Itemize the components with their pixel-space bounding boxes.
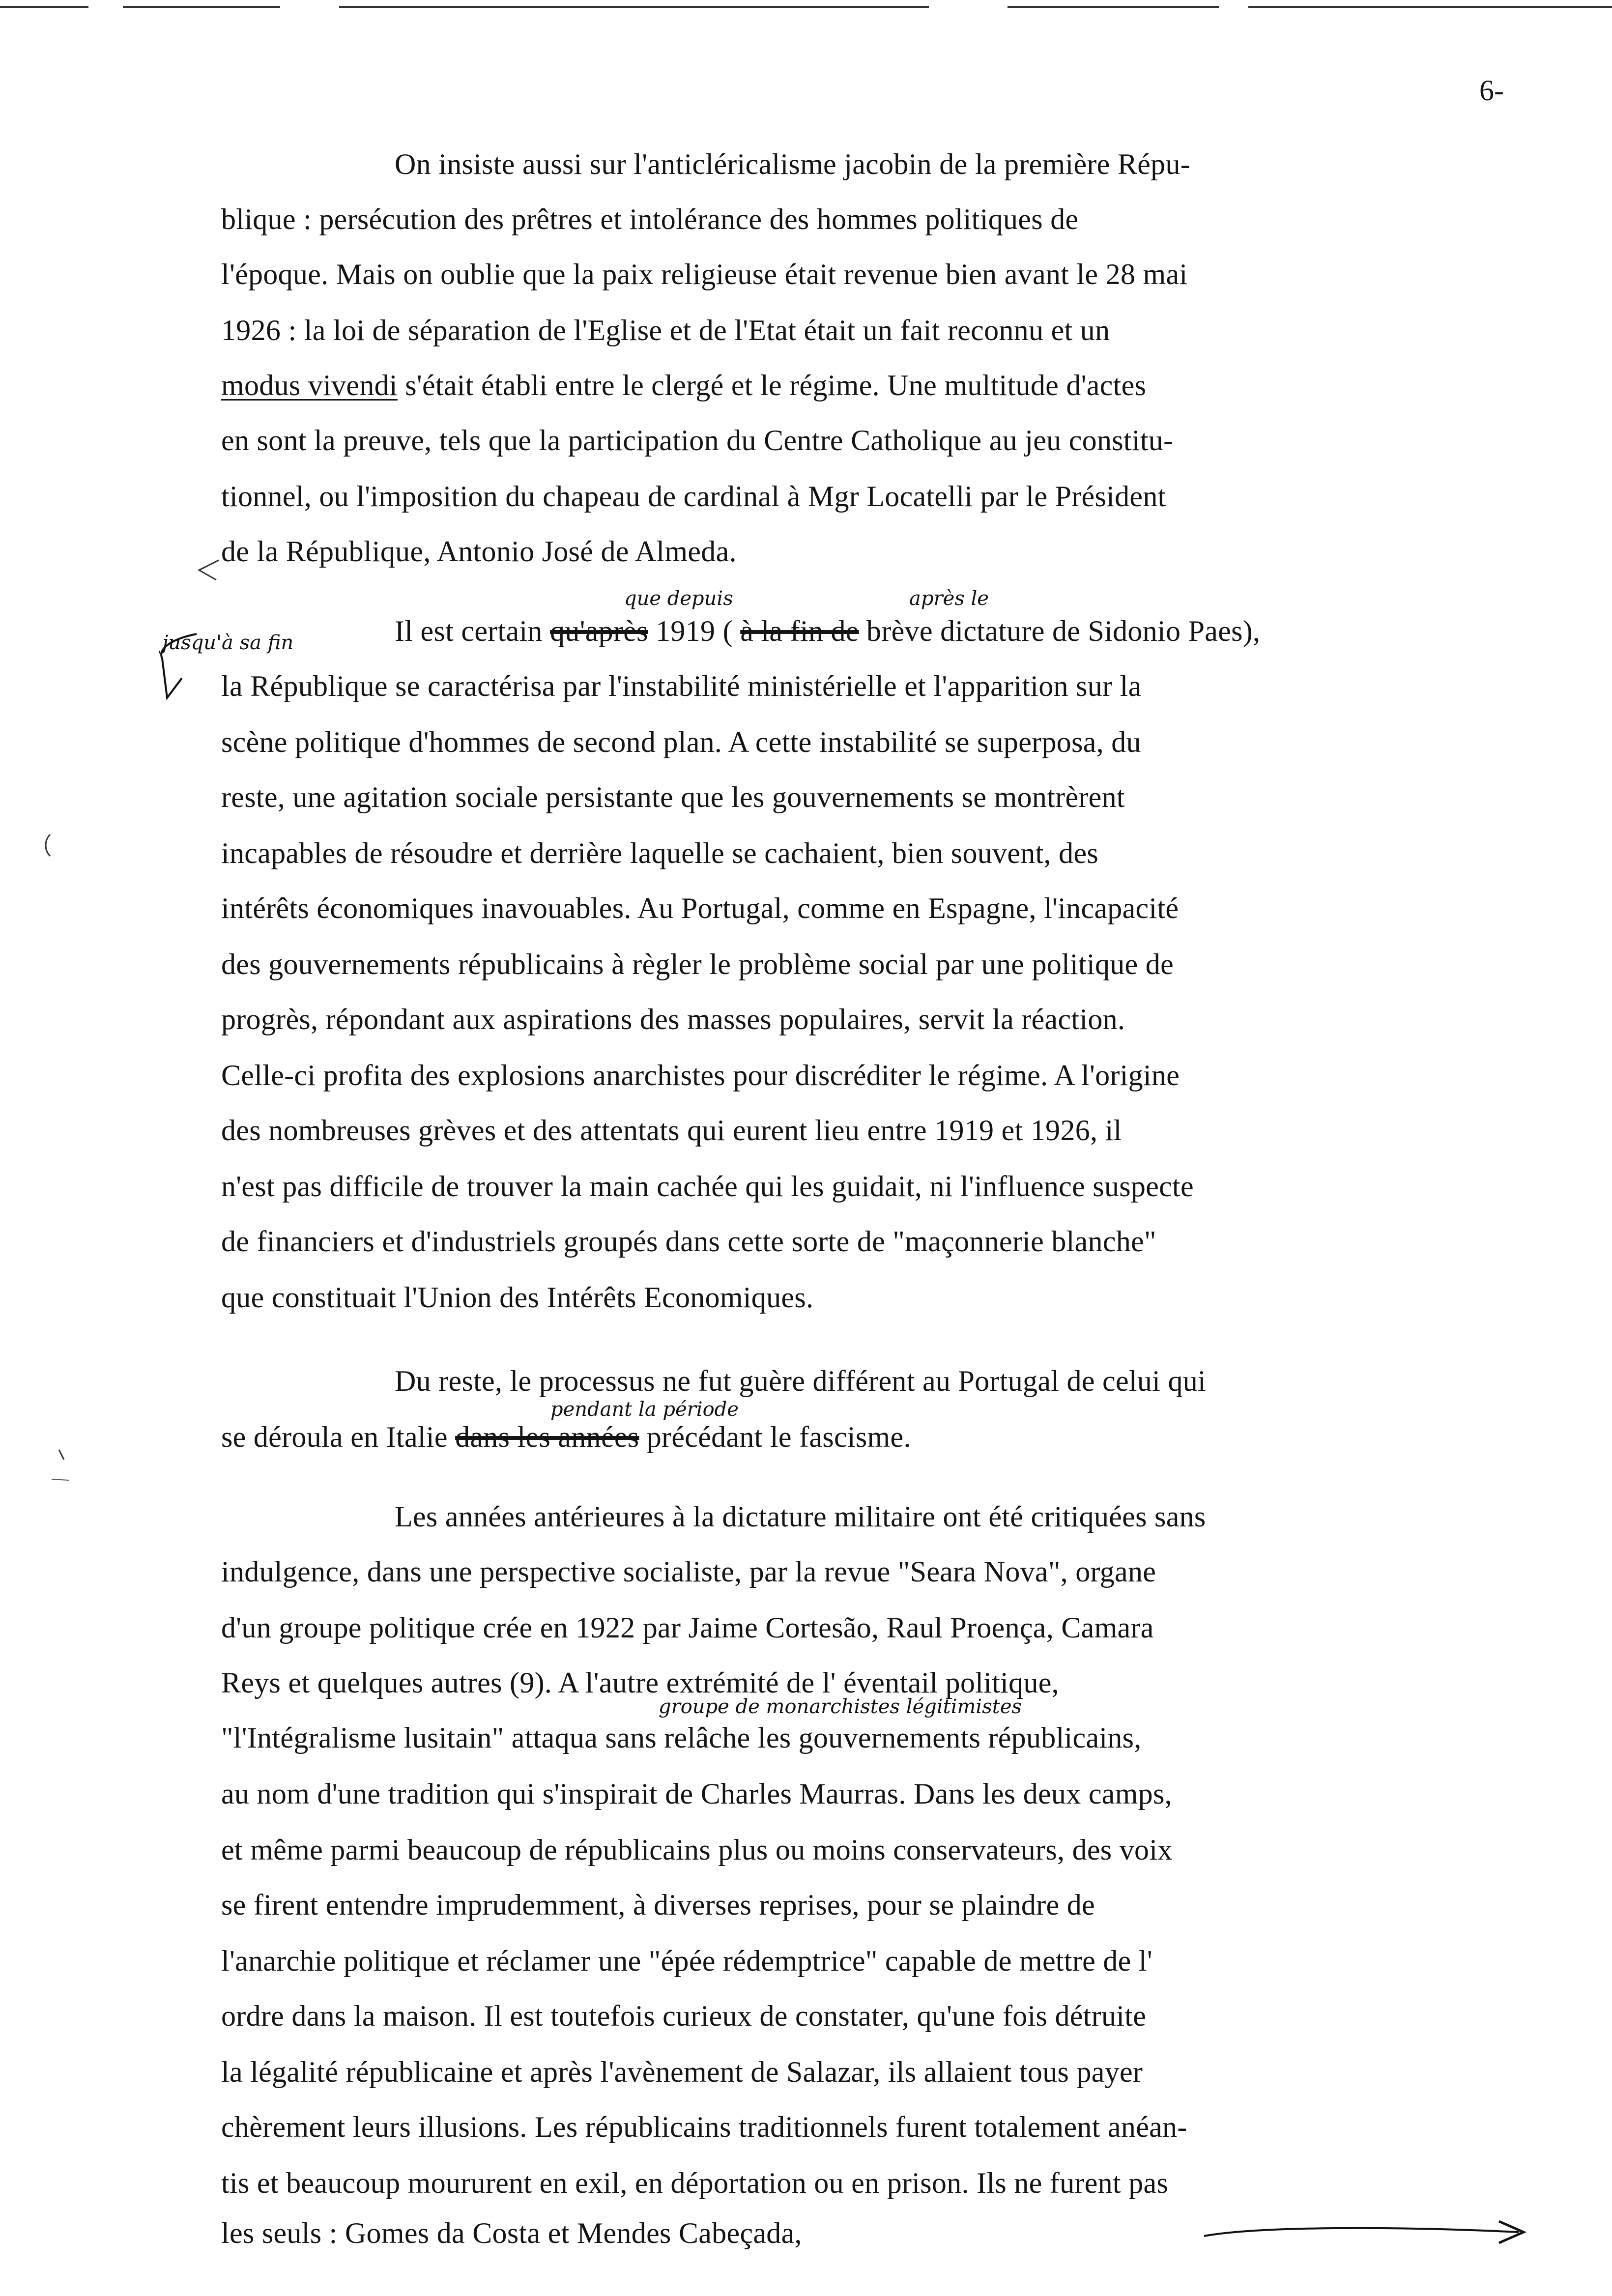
text-span: s'était établi entre le clergé et le régime. Une multitude d'actes — [397, 369, 1147, 402]
text-line: "l'Intégralisme lusitain" attaqua sans relâche les gouvernements républicains, — [221, 1722, 1142, 1754]
top-rule — [123, 6, 280, 8]
struck-text: dans les années — [455, 1421, 639, 1453]
text-line: que constituait l'Union des Intérêts Economiques. — [221, 1281, 814, 1314]
text-line: la République se caractérisa par l'instabilité ministérielle et l'apparition sur la — [221, 670, 1142, 702]
continuation-arrow-icon — [1199, 2211, 1543, 2251]
text-span: se déroula en Italie — [221, 1421, 456, 1453]
handwritten-note: jusqu'à sa fin — [162, 631, 294, 654]
text-line: incapables de résoudre et derrière laquelle se cachaient, bien souvent, des — [221, 837, 1099, 869]
margin-tick — [39, 831, 59, 860]
text-line — [221, 371, 1146, 400]
text-span: précédant le fascisme. — [639, 1421, 911, 1453]
text-span: 1919 ( — [648, 615, 741, 647]
struck-text: à la fin de — [740, 615, 859, 647]
text-line: l'époque. Mais on oublie que la paix religieuse était revenue bien avant le 28 mai — [221, 258, 1188, 290]
top-rule — [339, 6, 929, 8]
margin-bracket — [143, 629, 211, 708]
handwritten-note: groupe de monarchistes légitimistes — [659, 1695, 1022, 1718]
top-rule — [1008, 6, 1219, 8]
text-line: progrès, répondant aux aspirations des masses populaires, servit la réaction. — [221, 1003, 1125, 1035]
text-line: et même parmi beaucoup de républicains plus ou moins conservateurs, des voix — [221, 1834, 1173, 1866]
text-line — [221, 1422, 911, 1452]
text-line: des nombreuses grèves et des attentats qui eurent lieu entre 1919 et 1926, il — [221, 1114, 1122, 1147]
top-rule — [0, 6, 88, 8]
text-line: intérêts économiques inavouables. Au Portugal, comme en Espagne, l'incapacité — [221, 892, 1179, 924]
margin-tick — [49, 1445, 79, 1484]
text-span: brève dictature de Sidonio Paes), — [859, 615, 1261, 647]
text-line: indulgence, dans une perspective socialiste, par la revue "Seara Nova", organe — [221, 1555, 1156, 1588]
text-line: se firent entendre imprudemment, à diverses reprises, pour se plaindre de — [221, 1889, 1095, 1921]
text-line: des gouvernements républicains à règler le problème social par une politique de — [221, 948, 1174, 980]
top-rule — [1248, 6, 1612, 8]
text-line: On insiste aussi sur l'anticléricalisme jacobin de la première Répu- — [395, 148, 1191, 180]
text-line: de financiers et d'industriels groupés dans cette sorte de "maçonnerie blanche" — [221, 1225, 1156, 1258]
underlined-phrase: modus vivendi — [221, 369, 398, 402]
text-line: blique : persécution des prêtres et intolérance des hommes politiques de — [221, 203, 1079, 235]
insertion-caret — [194, 555, 224, 585]
text-line: chèrement leurs illusions. Les républicains traditionnels furent totalement anéan- — [221, 2111, 1187, 2143]
text-line: tis et beaucoup moururent en exil, en déportation ou en prison. Ils ne furent pas — [221, 2167, 1169, 2199]
text-line: scène politique d'hommes de second plan. A cette instabilité se superposa, du — [221, 726, 1141, 758]
text-line: au nom d'une tradition qui s'inspirait de Charles Maurras. Dans les deux camps, — [221, 1778, 1172, 1810]
text-line: de la République, Antonio José de Almeda. — [221, 535, 737, 568]
text-line: en sont la preuve, tels que la participation du Centre Catholique au jeu constitu- — [221, 424, 1174, 457]
text-line: n'est pas difficile de trouver la main cachée qui les guidait, ni l'influence suspecte — [221, 1170, 1194, 1203]
text-line: Les années antérieures à la dictature militaire ont été critiquées sans — [395, 1500, 1206, 1533]
handwritten-note: que depuis — [624, 587, 733, 610]
struck-text: qu'après — [550, 615, 648, 647]
text-line: tionnel, ou l'imposition du chapeau de cardinal à Mgr Locatelli par le Président — [221, 480, 1166, 513]
text-line: Reys et quelques autres (9). A l'autre extrémité de l' éventail politique, — [221, 1666, 1059, 1699]
page-number: 6- — [1479, 74, 1504, 107]
text-line: Du reste, le processus ne fut guère différent au Portugal de celui qui — [395, 1365, 1207, 1397]
text-line: 1926 : la loi de séparation de l'Eglise et de l'Etat était un fait reconnu et un — [221, 314, 1110, 346]
text-line: d'un groupe politique crée en 1922 par Jaime Cortesão, Raul Proença, Camara — [221, 1611, 1154, 1644]
text-line — [395, 616, 1260, 646]
text-line: l'anarchie politique et réclamer une "épée rédemptrice" capable de mettre de l' — [221, 1945, 1152, 1977]
handwritten-note: pendant la période — [550, 1398, 739, 1421]
handwritten-note: après le — [909, 587, 989, 610]
text-span: Il est certain — [395, 615, 550, 647]
text-line: les seuls : Gomes da Costa et Mendes Cabeçada, — [221, 2217, 802, 2249]
text-line: ordre dans la maison. Il est toutefois curieux de constater, qu'une fois détruite — [221, 2000, 1147, 2032]
text-line: la légalité républicaine et après l'avènement de Salazar, ils allaient tous payer — [221, 2056, 1143, 2088]
text-line: Celle-ci profita des explosions anarchistes pour discréditer le régime. A l'origine — [221, 1059, 1180, 1091]
text-line: reste, une agitation sociale persistante que les gouvernements se montrèrent — [221, 781, 1125, 813]
